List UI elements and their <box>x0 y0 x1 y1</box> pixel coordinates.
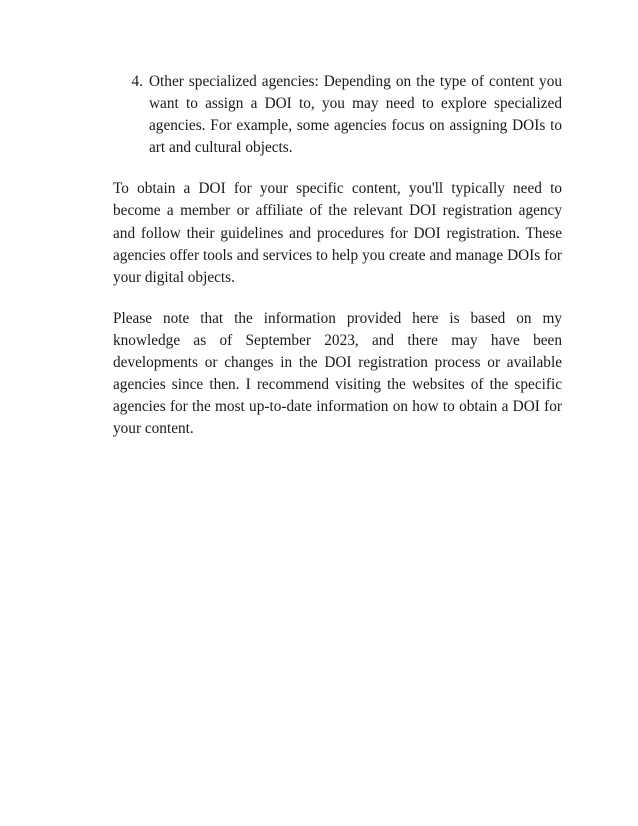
paragraph-note: Please note that the information provided here is based on my knowledge as of September 2023, and there may have been developments or changes in the DOI registration process or available agencies since then. I recommend visiting the websites of the specific agencies for the most up-to-date information on how to obtain a DOI for your content. <box>113 309 562 438</box>
paragraph-obtain-doi: To obtain a DOI for your specific content, you'll typically need to become a member or affiliate of the relevant DOI registration agency and follow their guidelines and procedures for DOI registration. These agencies offer tools and services to help you create and manage DOIs for your digital objects. <box>113 180 562 286</box>
list-number: 4. <box>131 73 143 90</box>
list-item-specialized-agencies <box>113 71 562 159</box>
document-body <box>113 71 562 459</box>
list-item-text: Other specialized agencies: Depending on the type of content you want to assign a DOI to, you may need to explore specialized agencies. For example, some agencies focus on assigning DOIs to art and cultural objects. <box>149 73 562 157</box>
